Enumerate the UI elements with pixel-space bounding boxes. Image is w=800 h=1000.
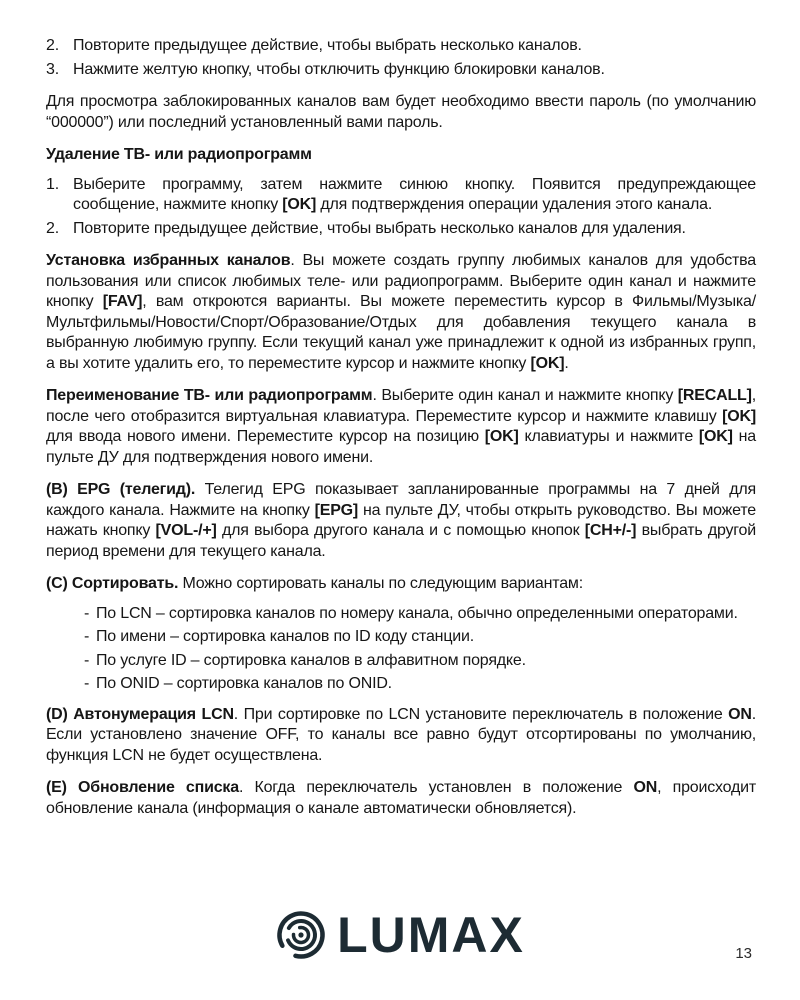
text-segment: [OK] <box>530 354 565 372</box>
sort-options-list <box>84 604 756 695</box>
list-item <box>46 175 756 216</box>
text-segment: По ONID – сортировка каналов по ONID. <box>96 675 392 692</box>
text-segment: Повторите предыдущее действие, чтобы выбрать несколько каналов для удаления. <box>73 219 686 237</box>
text-segment: [EPG] <box>314 501 359 519</box>
text-segment: . Вы можете создать группу любимых каналов для удобства пользования или список любимых теле- или радиопрограмм. Выберите один канал и нажмите кнопку <box>46 252 756 310</box>
lumax-logo-text: LUMAX <box>337 907 525 963</box>
text-segment: [OK] <box>282 196 317 213</box>
text-segment: на пульте ДУ, чтобы открыть руководство. Вы можете нажать кнопку <box>46 501 756 539</box>
text-segment: По LCN – сортировка каналов по номеру канала, обычно определенными операторами. <box>96 604 738 622</box>
text-segment: [OK] <box>698 428 733 445</box>
text-segment: для ввода нового имени. Переместите курсор на позицию <box>46 428 485 445</box>
text-segment: [CH+/-] <box>584 522 637 539</box>
list-item <box>46 36 756 57</box>
lumax-logo-icon <box>275 909 327 961</box>
list-item-number: 1. <box>46 175 59 193</box>
list-item-text <box>73 175 756 216</box>
list-item-dash: - <box>84 604 90 622</box>
list-item <box>46 219 756 240</box>
text-segment: , вам откроются варианты. Вы можете переместить курсор в Фильмы/Музыка/Мультфильмы/Новости/Спорт/Образование/Отдых для добавления текущего канала в выбранную любимую группу. Если текущий канал уже принадлежит к одной из избранных групп, а вы хотите удалить его, то переместите курсор и нажмите кнопку <box>46 293 756 372</box>
text-segment: . Выберите один канал и нажмите кнопку <box>372 387 678 404</box>
list-item-number: 2. <box>46 219 59 237</box>
text-segment: Телегид EPG показывает запланированные программы на 7 дней для каждого канала. Нажмите на кнопку <box>46 481 757 519</box>
epg-paragraph <box>46 480 756 562</box>
list-item-dash: - <box>84 651 90 669</box>
delete-steps-list <box>46 175 756 240</box>
text-segment: . Когда переключатель установлен в положение <box>238 779 634 796</box>
text-segment: [RECALL] <box>677 387 752 404</box>
text-segment: [VOL-/+] <box>155 522 217 539</box>
list-update-paragraph <box>46 778 756 819</box>
text-segment: По имени – сортировка каналов по ID коду станции. <box>96 628 474 645</box>
page-footer <box>0 906 800 964</box>
list-item <box>46 60 756 81</box>
text-segment: для выбора другого канала и с помощью кнопок <box>216 522 585 539</box>
text-segment: Можно сортировать каналы по следующим вариантам: <box>178 575 583 592</box>
text-segment: По услуге ID – сортировка каналов в алфавитном порядке. <box>96 651 526 669</box>
text-segment: ON <box>633 779 658 796</box>
password-paragraph <box>46 92 756 133</box>
list-item-dash: - <box>84 628 90 645</box>
list-item-dash: - <box>84 675 90 692</box>
text-segment: Выберите программу, затем нажмите синюю кнопку. Появится предупреждающее сообщение, нажмите кнопку <box>73 175 756 213</box>
text-segment: . <box>564 354 569 372</box>
text-segment: , после чего отобразится виртуальная клавиатура. Переместите курсор и нажмите клавишу <box>46 387 756 425</box>
lcn-autonumber-paragraph <box>46 705 756 767</box>
text-segment: (B) EPG (телегид). <box>46 481 196 498</box>
list-item-text <box>73 36 756 57</box>
text-segment: выбрать другой период времени для текущего канала. <box>46 522 756 560</box>
text-segment: . При сортировке по LCN установите переключатель в положение <box>233 705 729 723</box>
text-segment: (D) Автонумерация LCN <box>46 705 234 723</box>
favorites-paragraph <box>46 251 756 374</box>
text-segment: Переименование ТВ- или радиопрограмм <box>46 387 373 404</box>
text-segment: клавиатуры и нажмите <box>518 428 699 445</box>
text-segment: Нажмите желтую кнопку, чтобы отключить функцию блокировки каналов. <box>73 60 605 78</box>
list-item <box>84 674 756 695</box>
text-segment: (C) Сортировать. <box>46 575 179 592</box>
lock-steps-list <box>46 36 756 80</box>
list-item-text <box>73 60 756 81</box>
text-segment: [OK] <box>722 407 756 425</box>
text-segment: [OK] <box>484 428 519 445</box>
text-segment: Для просмотра заблокированных каналов вам будет необходимо ввести пароль (по умолчанию “000000”) или последний установленный вами пароль. <box>46 93 756 131</box>
list-item <box>84 627 756 648</box>
text-segment: Повторите предыдущее действие, чтобы выбрать несколько каналов. <box>73 37 582 54</box>
text-segment: ON <box>728 705 752 723</box>
list-item-text <box>96 604 756 625</box>
list-item-text <box>96 627 756 648</box>
list-item-number: 2. <box>46 37 59 54</box>
text-segment: на пульте ДУ для подтверждения нового имени. <box>46 428 756 466</box>
list-item-text <box>73 219 756 240</box>
list-item-number: 3. <box>46 60 59 78</box>
rename-paragraph <box>46 386 756 468</box>
text-segment: Установка избранных каналов <box>46 252 291 269</box>
text-segment: для подтверждения операции удаления этого канала. <box>316 196 713 213</box>
text-segment: (E) Обновление списка <box>46 779 239 796</box>
delete-programs-heading: Удаление ТВ- или радиопрограмм <box>46 146 312 163</box>
text-segment: [FAV] <box>102 293 143 310</box>
list-item <box>84 651 756 672</box>
page-number: 13 <box>735 945 752 962</box>
text-segment: , происходит обновление канала (информация о канале автоматически обновляется). <box>46 779 757 817</box>
list-item <box>84 604 756 625</box>
text-segment: . Если установлено значение OFF, то каналы все равно будут отсортированы по умолчанию, функция LCN не будет осуществлена. <box>46 705 756 764</box>
list-item-text <box>96 651 756 672</box>
sort-paragraph <box>46 574 756 595</box>
lumax-logo <box>0 906 800 964</box>
page-content <box>46 36 756 831</box>
list-item-text <box>96 674 756 695</box>
